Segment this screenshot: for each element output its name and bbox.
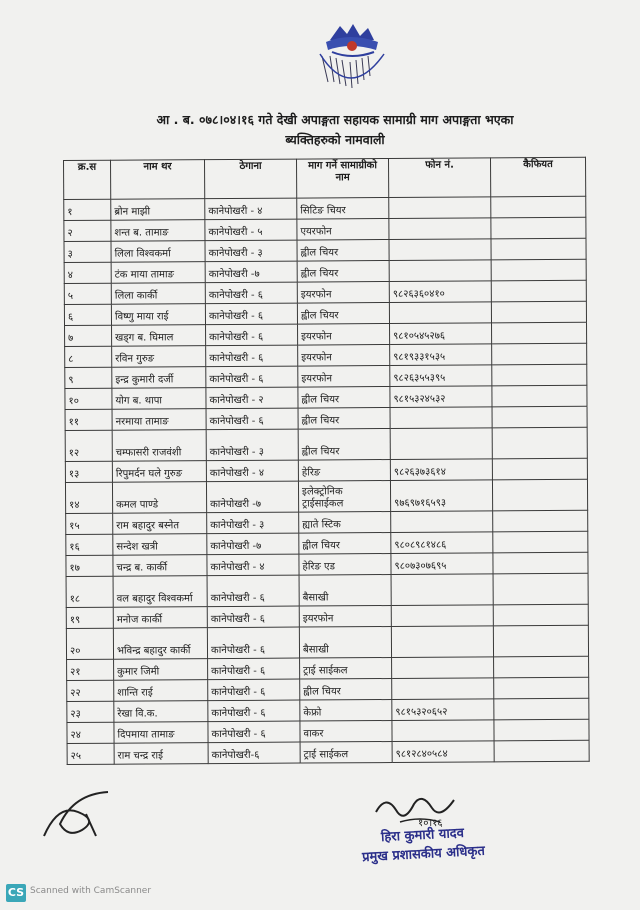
table-row xyxy=(66,573,588,607)
cell-remarks xyxy=(492,479,587,511)
cell-sn: ८ xyxy=(65,346,112,367)
cell-address: कानेपोखरी - ६ xyxy=(205,282,297,304)
cell-remarks xyxy=(491,217,586,239)
cell-phone xyxy=(391,511,493,533)
cell-name: लिला कार्की xyxy=(111,283,205,305)
cell-name: इन्द्र कुमारी दर्जी xyxy=(112,367,206,389)
cell-name: ब्रोन माझी xyxy=(111,199,205,221)
cell-address: कानेपोखरी -७ xyxy=(207,533,299,555)
cell-sn: ५ xyxy=(64,283,111,304)
cell-sn: २२ xyxy=(67,680,114,701)
cell-item: हेरिङ एड xyxy=(299,554,391,576)
cell-remarks xyxy=(491,196,586,218)
cell-remarks xyxy=(492,385,587,407)
cell-address: कानेपोखरी-६ xyxy=(208,742,300,764)
cell-address: कानेपोखरी - ४ xyxy=(207,554,299,576)
municipality-emblem xyxy=(300,20,400,98)
cell-remarks xyxy=(492,458,587,480)
cell-sn: १२ xyxy=(65,430,112,461)
cell-sn: १६ xyxy=(66,534,113,555)
cell-name: योग ब. थापा xyxy=(112,388,206,410)
cell-address: कानेपोखरी - ४ xyxy=(206,460,298,482)
cell-address: कानेपोखरी - ३ xyxy=(207,512,299,534)
cell-address: कानेपोखरी - ६ xyxy=(206,324,298,346)
column-header-name: नाम थर xyxy=(111,160,205,200)
cell-name: दिपमाया तामाङ xyxy=(114,722,208,744)
cell-item: ह्वील चियर xyxy=(298,429,390,461)
cell-remarks xyxy=(493,552,588,574)
cell-sn: २० xyxy=(66,628,113,659)
cell-address: कानेपोखरी -७ xyxy=(205,261,297,283)
cell-item: वाकर xyxy=(300,721,392,743)
cell-remarks xyxy=(493,604,588,626)
cell-name: वल बहादुर विश्वकर्मा xyxy=(113,576,207,608)
document-heading xyxy=(90,110,580,150)
cell-name: चन्द्र ब. कार्की xyxy=(113,555,207,577)
cell-name: कुमार जिमी xyxy=(114,659,208,681)
cell-name: राम चन्द्र राई xyxy=(114,743,208,765)
cell-remarks xyxy=(491,301,586,323)
cell-address: कानेपोखरी - ३ xyxy=(205,240,297,262)
cell-phone: ९८२६३७३६१४ xyxy=(390,459,492,481)
column-header-remarks: कैफियत xyxy=(490,157,585,197)
cell-name: लिला विश्वकर्मा xyxy=(111,241,205,263)
cell-remarks xyxy=(491,259,586,281)
cell-phone: ९८१९३३१५३५ xyxy=(390,344,492,366)
cell-name: टंक माया तामाङ xyxy=(111,262,205,284)
cell-item: इलेक्ट्रोनिक ट्राईसाईकल xyxy=(298,481,390,513)
cell-remarks xyxy=(492,364,587,386)
cell-name: विष्णु माया राई xyxy=(111,304,205,326)
cell-address: कानेपोखरी - ५ xyxy=(205,219,297,241)
cell-name: रिपुमर्दन घले गुरुङ xyxy=(112,461,206,483)
heading-line-1: आ . ब. ०७८।०४।१६ गते देखी अपाङ्गता सहायक सामाग्री माग अपाङ्गता भएका xyxy=(156,112,514,127)
cell-name: भविन्द्र बहादुर कार्की xyxy=(113,628,207,660)
table-row xyxy=(65,427,587,461)
cell-remarks xyxy=(493,510,588,532)
cell-item: एयरफोन xyxy=(297,219,389,241)
signature-date: १०।१६ xyxy=(418,818,443,828)
cell-sn: ४ xyxy=(64,262,111,283)
cell-sn: २१ xyxy=(67,659,114,680)
cell-name: राम बहादुर बस्नेत xyxy=(113,513,207,535)
cell-sn: २३ xyxy=(67,701,114,722)
cell-phone xyxy=(391,574,493,606)
heading-line-2: ब्यक्तिहरुको नामवाली xyxy=(285,132,385,147)
cell-remarks xyxy=(493,625,588,657)
cell-phone xyxy=(391,605,493,627)
cell-sn: १७ xyxy=(66,555,113,576)
cell-sn: १५ xyxy=(66,513,113,534)
cell-item: इयरफोन xyxy=(298,324,390,346)
cell-phone xyxy=(392,720,494,742)
cell-sn: २ xyxy=(64,220,111,241)
cell-item: ट्राई साईकल xyxy=(300,658,392,680)
column-header-item: माग गर्ने सामाग्रीको नाम xyxy=(296,159,388,199)
table-body xyxy=(64,196,589,764)
handwritten-mark-left xyxy=(38,784,118,844)
column-header-address: ठेगाना xyxy=(205,159,297,199)
cell-item: ह्वील चियर xyxy=(299,533,391,555)
cell-phone xyxy=(390,428,492,460)
cell-phone xyxy=(392,678,494,700)
table-header-row xyxy=(64,157,586,199)
cell-phone: ९८१२८४०५८४ xyxy=(392,741,494,763)
official-stamp xyxy=(347,822,499,868)
table-row xyxy=(65,479,587,513)
cell-item: ह्वील चियर xyxy=(300,679,392,701)
cell-item: बैसाखी xyxy=(299,575,391,607)
cell-phone xyxy=(390,407,492,429)
cell-remarks xyxy=(492,322,587,344)
cell-name: रविन गुरुङ xyxy=(112,346,206,368)
cell-remarks xyxy=(492,427,587,459)
cell-sn: १८ xyxy=(66,576,113,607)
official-name: हिरा कुमारी यादव xyxy=(380,825,465,846)
column-header-sn: क्र.स xyxy=(64,160,111,199)
cell-phone xyxy=(389,302,491,324)
cell-item: इयरफोन xyxy=(299,606,391,628)
cell-remarks xyxy=(491,238,586,260)
cell-sn: ७ xyxy=(65,325,112,346)
cell-address: कानेपोखरी - ६ xyxy=(208,658,300,680)
cell-item: केफ्रो xyxy=(300,700,392,722)
cell-name: चम्फासरी राजवंशी xyxy=(112,430,206,462)
cell-name: कमल पाण्डे xyxy=(112,482,206,514)
cell-name: शन्त ब. तामाङ xyxy=(111,220,205,242)
table-row xyxy=(67,740,589,764)
cell-phone xyxy=(392,657,494,679)
scanner-watermark: Scanned with CamScanner xyxy=(30,886,152,896)
cell-phone xyxy=(389,218,491,240)
cell-item: ह्वील चियर xyxy=(297,303,389,325)
cell-remarks xyxy=(494,719,589,741)
cell-name: शान्ति राई xyxy=(114,680,208,702)
cell-remarks xyxy=(492,406,587,428)
cell-address: कानेपोखरी - ६ xyxy=(205,303,297,325)
table-row xyxy=(66,625,588,659)
cell-sn: २४ xyxy=(67,722,114,743)
beneficiary-table xyxy=(63,157,590,765)
cell-remarks xyxy=(491,280,586,302)
cell-phone: ९८१५३२४५३२ xyxy=(390,386,492,408)
cell-address: कानेपोखरी - ६ xyxy=(207,606,299,628)
cell-address: कानेपोखरी - २ xyxy=(206,387,298,409)
cell-phone: ९८१५३२०६५२ xyxy=(392,699,494,721)
cell-sn: ९ xyxy=(65,367,112,388)
cell-name: रेखा वि.क. xyxy=(114,701,208,723)
cell-address: कानेपोखरी - ६ xyxy=(208,721,300,743)
cell-address: कानेपोखरी - ६ xyxy=(206,366,298,388)
cell-item: बैसाखी xyxy=(299,627,391,659)
cell-phone xyxy=(391,626,493,658)
cell-remarks xyxy=(494,677,589,699)
cell-sn: ६ xyxy=(64,304,111,325)
cell-sn: १३ xyxy=(65,461,112,482)
cell-sn: २५ xyxy=(67,743,114,764)
cell-remarks xyxy=(494,740,589,762)
cell-item: ह्वील चियर xyxy=(297,240,389,262)
cell-item: इयरफोन xyxy=(298,345,390,367)
cell-name: सन्देश खत्री xyxy=(113,534,207,556)
cell-item: ह्वील चियर xyxy=(297,261,389,283)
official-title: प्रमुख प्रशासकीय अधिकृत xyxy=(361,843,486,866)
cell-sn: १९ xyxy=(66,607,113,628)
cell-remarks xyxy=(493,531,588,553)
cell-phone: ९८१०५४५२७६ xyxy=(390,323,492,345)
cell-phone xyxy=(389,197,491,219)
cell-item: इयरफोन xyxy=(298,366,390,388)
cell-item: ह्वील चियर xyxy=(298,387,390,409)
cell-phone: ९८२६३५५३९५ xyxy=(390,365,492,387)
cell-phone xyxy=(389,239,491,261)
cell-address: कानेपोखरी - ३ xyxy=(206,429,298,461)
cell-phone: ९८०७३०७६९५ xyxy=(391,553,493,575)
cell-address: कानेपोखरी - ६ xyxy=(208,700,300,722)
cell-address: कानेपोखरी - ६ xyxy=(206,345,298,367)
cell-phone xyxy=(389,260,491,282)
cell-item: हेरिङ xyxy=(298,460,390,482)
cell-sn: १० xyxy=(65,388,112,409)
cell-item: इयरफोन xyxy=(297,282,389,304)
cell-name: नरमाया तामाङ xyxy=(112,409,206,431)
cell-sn: १ xyxy=(64,199,111,220)
cell-phone: ९७६९७१६५९३ xyxy=(390,480,492,512)
cell-phone: ९८२६३६०४१० xyxy=(389,281,491,303)
cell-item: ह्वील चियर xyxy=(298,408,390,430)
cell-remarks xyxy=(494,698,589,720)
camscanner-logo-icon: CS xyxy=(6,884,26,902)
official-signature xyxy=(370,790,460,828)
cell-address: कानेपोखरी -७ xyxy=(206,481,298,513)
emblem-icon xyxy=(300,20,400,98)
cell-remarks xyxy=(494,656,589,678)
cell-name: खड्ग ब. घिमाल xyxy=(112,325,206,347)
cell-item: सिटिङ चियर xyxy=(297,198,389,220)
cell-address: कानेपोखरी - ६ xyxy=(207,575,299,607)
cell-item: ह्याते स्टिक xyxy=(299,512,391,534)
cell-remarks xyxy=(493,573,588,605)
cell-item: ट्राई साईकल xyxy=(300,742,392,764)
cell-phone: ९८०८९८१४८६ xyxy=(391,532,493,554)
cell-address: कानेपोखरी - ४ xyxy=(205,198,297,220)
cell-name: मनोज कार्की xyxy=(113,607,207,629)
column-header-phone: फोन नं. xyxy=(388,158,490,198)
cell-address: कानेपोखरी - ६ xyxy=(206,408,298,430)
cell-sn: ११ xyxy=(65,409,112,430)
cell-remarks xyxy=(492,343,587,365)
cell-sn: ३ xyxy=(64,241,111,262)
cell-address: कानेपोखरी - ६ xyxy=(207,627,299,659)
cell-address: कानेपोखरी - ६ xyxy=(208,679,300,701)
cell-sn: १४ xyxy=(65,482,112,513)
